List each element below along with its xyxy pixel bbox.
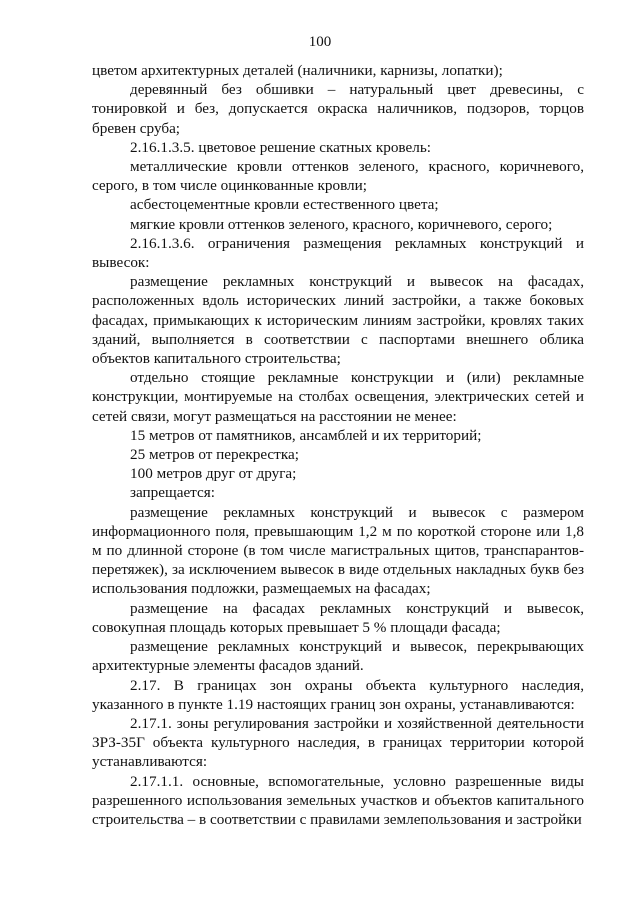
paragraph-standalone-ads: отдельно стоящие рекламные конструкции и (или) рекламные конструкции, монтируемые на столбах освещения, электрических сетей и сетей связи, могут размещаться на расстоянии не менее: xyxy=(92,369,584,425)
paragraph-distance-crossroad: 25 метров от перекрестка; xyxy=(130,446,299,464)
paragraph-2-17: 2.17. В границах зон охраны объекта культурного наследия, указанного в пункте 1.19 настоящих границ зон охраны, устанавливаются: xyxy=(92,676,584,713)
paragraph-asbestos-roofs: асбестоцементные кровли естественного цвета; xyxy=(130,196,439,214)
paragraph-2-17-1: 2.17.1. зоны регулирования застройки и хозяйственной деятельности ЗРЗ-35Г объекта культурного наследия, в границах территории которой устанавливаются: xyxy=(92,714,584,771)
body-text xyxy=(92,61,584,829)
page-number: 100 xyxy=(308,34,332,50)
paragraph-distance-monuments: 15 метров от памятников, ансамблей и их территорий; xyxy=(130,426,482,444)
paragraph-soft-roofs: мягкие кровли оттенков зеленого, красного, коричневого, серого; xyxy=(130,215,553,233)
paragraph-cont-facade-details: цветом архитектурных деталей (наличники, карнизы, лопатки); xyxy=(92,62,503,79)
paragraph-ads-on-facades: размещение рекламных конструкций и вывесок на фасадах, расположенных вдоль исторических линий застройки, а также боковых фасадах, примыкающих к историческим линиям застройки, кровлях таких зданий, выполняется в соответствии с паспортами внешнего облика объектов капитального строительства; xyxy=(92,273,584,368)
paragraph-wooden-facade: деревянный без обшивки – натуральный цвет древесины, с тонировкой и без, допускается окраска наличников, подзоров, торцов бревен сруба; xyxy=(92,81,584,137)
paragraph-ad-area-limit: размещение на фасадах рекламных конструкций и вывесок, совокупная площадь которых превышает 5 % площади фасада; xyxy=(92,599,584,636)
paragraph-2-16-1-3-6: 2.16.1.3.6. ограничения размещения рекламных конструкций и вывесок: xyxy=(92,234,584,272)
paragraph-distance-each-other: 100 метров друг от друга; xyxy=(130,465,297,483)
paragraph-ad-overlap: размещение рекламных конструкций и вывесок, перекрывающих архитектурные элементы фасадов зданий. xyxy=(92,638,584,675)
paragraph-metal-roofs: металлические кровли оттенков зеленого, красного, коричневого, серого, в том числе оцинкованные кровли; xyxy=(92,158,584,195)
paragraph-ad-size-limit: размещение рекламных конструкций и вывесок с размером информационного поля, превышающим 1,2 м по короткой стороне или 1,8 м по длинной стороне (в том числе магистральных щитов, транспарантов-перетяжек), за исключением вывесок в виде отдельных накладных букв без использования подложки, размещаемых на фасадах; xyxy=(92,503,584,598)
paragraph-2-17-1-1: 2.17.1.1. основные, вспомогательные, условно разрешенные виды разрешенного использования земельных участков и объектов капитального строительства – в соответствии с правилами землепользования и застройки xyxy=(92,772,584,828)
paragraph-2-16-1-3-5: 2.16.1.3.5. цветовое решение скатных кровель: xyxy=(130,138,431,156)
paragraph-prohibited: запрещается: xyxy=(130,484,215,502)
